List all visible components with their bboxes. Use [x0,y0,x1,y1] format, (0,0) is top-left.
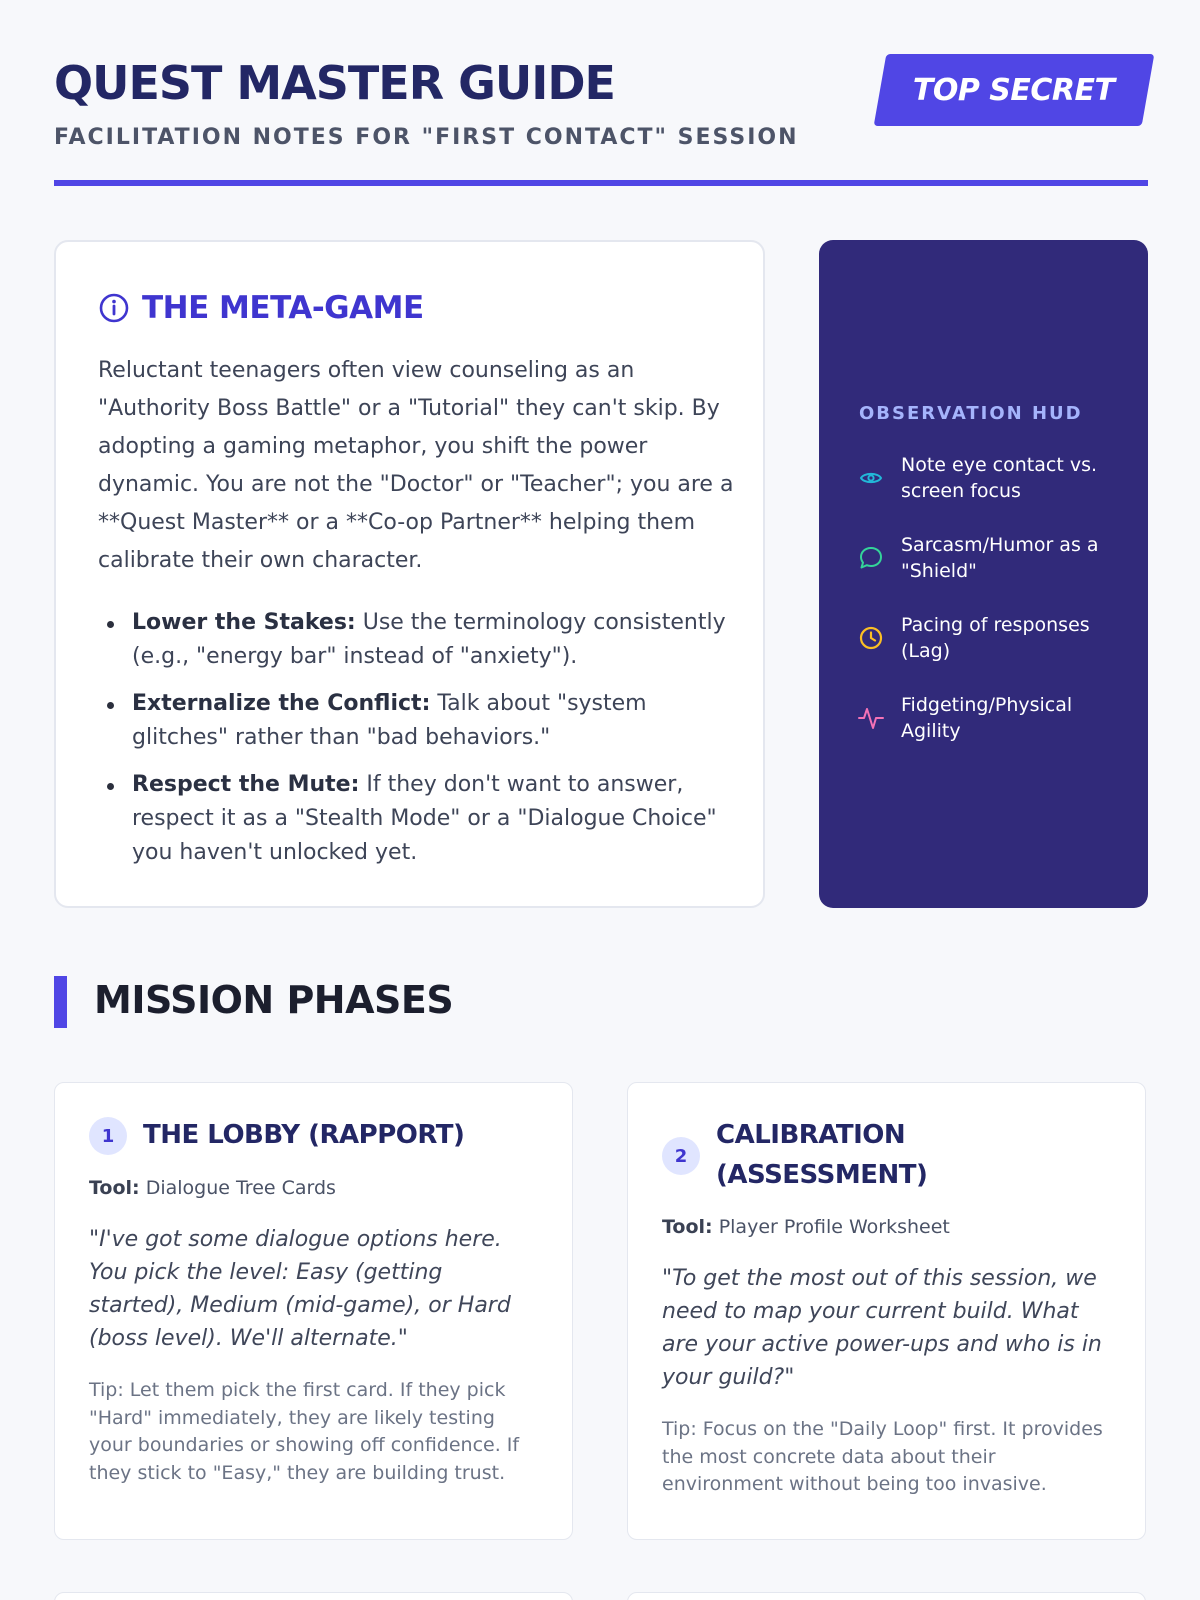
phase-title: THE LOBBY (RAPPORT) [143,1120,465,1150]
bullet-label: Externalize the Conflict: [132,691,431,716]
phase-card-calibration [627,1082,1146,1540]
bullet-text: Talk about "system glitches" rather than "bad behaviors." [132,691,647,750]
hud-item-fidgeting [857,692,1116,744]
clock-icon [857,624,885,652]
phase-tool [662,1216,950,1238]
tool-label: Tool: [662,1216,713,1238]
info-icon [98,292,130,324]
phase-quote: "To get the most out of this session, we need to map your current build. What are your active power-ups and who is in your guild?" [662,1266,1102,1390]
phase-number-badge: 2 [662,1137,700,1175]
list-item [98,768,738,870]
section-accent-bar [54,976,67,1028]
bullet-text: If they don't want to answer, respect it as a "Stealth Mode" or a "Dialogue Choice" you haven't unlocked yet. [132,772,717,865]
phase-card-partial [54,1592,573,1600]
page-title: QUEST MASTER GUIDE [54,56,615,110]
bullet-label: Lower the Stakes: [132,610,356,635]
top-secret-stamp [874,54,1155,126]
tool-value: Player Profile Worksheet [712,1216,950,1238]
meta-game-heading [98,290,424,326]
hud-item-label: Sarcasm/Humor as a "Shield" [901,534,1099,582]
header [54,52,1148,187]
phase-tip: Tip: Let them pick the first card. If they pick "Hard" immediately, they are likely testing your boundaries or showing off confidence. If they stick to "Easy," they are building trust. [89,1379,520,1484]
mission-phases-title: MISSION PHASES [94,978,454,1022]
phase-title-line: (ASSESSMENT) [716,1160,928,1190]
phase-card-lobby [54,1082,573,1540]
phase-title [716,1115,927,1195]
stamp-label: TOP SECRET [913,72,1115,108]
meta-game-paragraph: Reluctant teenagers often view counseling as an "Authority Boss Battle" or a "Tutorial" they can't skip. By adopting a gaming metaphor, you shift the power dynamic. You are not the "Doctor" or "Teacher"; you are a **Quest Master** or a **Co-op Partner** helping them calibrate their own character. [98,358,734,573]
hud-item-sarcasm [857,532,1116,584]
eye-icon [857,464,885,492]
hud-item-eye-contact [857,452,1116,504]
phase-tip: Tip: Focus on the "Daily Loop" first. It provides the most concrete data about their environment without being too invasive. [662,1418,1103,1495]
bullet-label: Respect the Mute: [132,772,360,797]
chat-bubble-icon [857,544,885,572]
meta-game-list [98,606,738,883]
meta-game-title: THE META-GAME [142,290,424,326]
header-divider [54,180,1148,186]
page-subtitle: FACILITATION NOTES FOR "FIRST CONTACT" SESSION [54,125,799,150]
phase-quote: "I've got some dialogue options here. You pick the level: Easy (getting started), Medium (mid-game), or Hard (boss level). We'll alternate." [89,1227,511,1351]
list-item [98,687,738,755]
hud-item-label: Fidgeting/Physical Agility [901,694,1073,742]
meta-game-card [54,240,765,908]
phase-number-badge: 1 [89,1117,127,1155]
hud-item-pacing [857,612,1116,664]
hud-item-label: Note eye contact vs. screen focus [901,454,1098,502]
phase-title-line: CALIBRATION [716,1120,906,1150]
phase-card-partial [627,1592,1146,1600]
observation-hud-panel [819,240,1148,908]
bullet-text: Use the terminology consistently (e.g., "energy bar" instead of "anxiety"). [132,610,726,669]
hud-title: OBSERVATION HUD [859,403,1083,424]
tool-label: Tool: [89,1177,140,1199]
phase-tool [89,1177,336,1199]
list-item [98,606,738,674]
hud-item-label: Pacing of responses (Lag) [901,614,1090,662]
activity-icon [857,704,885,732]
tool-value: Dialogue Tree Cards [139,1177,336,1199]
